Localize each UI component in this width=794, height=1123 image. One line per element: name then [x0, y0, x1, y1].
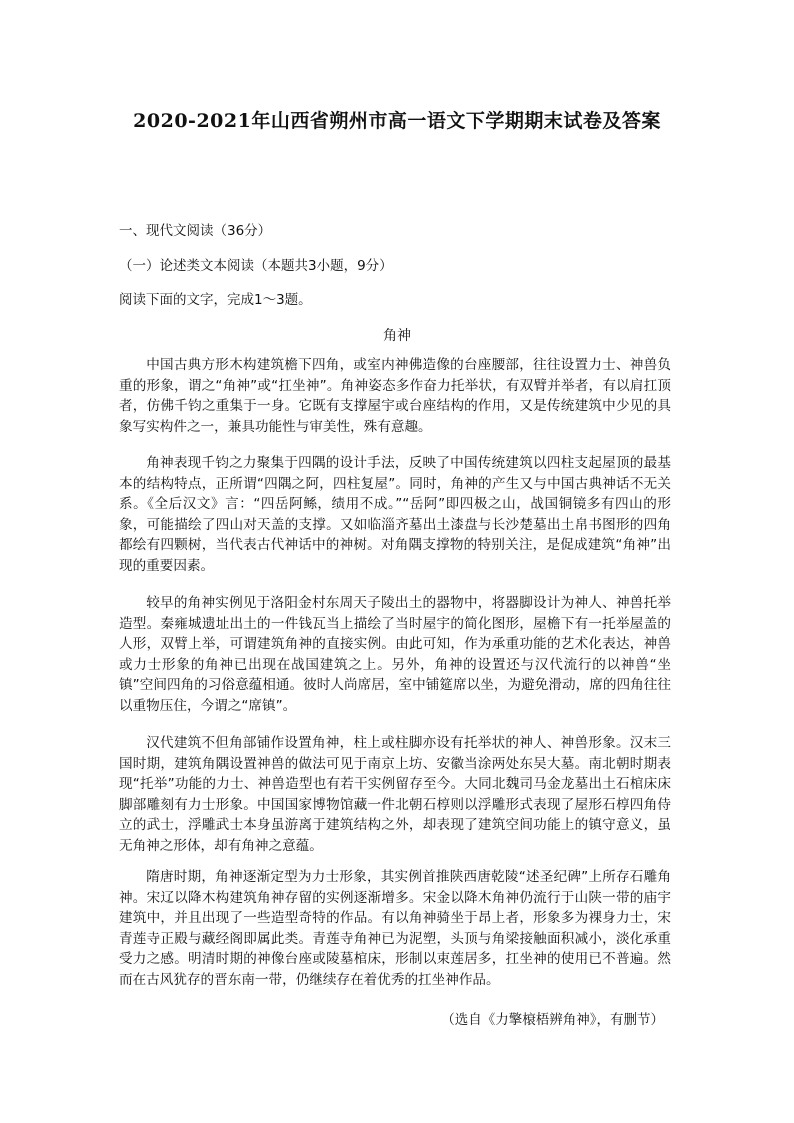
- reading-instruction: 阅读下面的文字，完成1～3题。: [119, 292, 312, 308]
- source-note: （选自《力擎榱梧辨角神》，有删节）: [441, 1012, 664, 1028]
- document-title: 2020-2021年山西省朔州市高一语文下学期期末试卷及答案: [133, 110, 661, 132]
- paragraph-4: 汉代建筑不但角部铺作设置角神，柱上或柱脚亦设有托举状的神人、神兽形象。汉末三国时期，建筑角隅设置神兽的做法可见于南京上坊、安徽当涂两处东吴大墓。南北朝时期表现“托举”功能的力士、神兽造型也有若干实例留存至今。大同北魏司马金龙墓出土石棺床床脚部雕刻有力士形象。中国国家博物馆藏一件北朝石椁则以浮雕形式表现了屋形石椁四角侍立的武士，浮雕武士本身虽游离于建筑结构之外，却表现了建筑空间功能上的镇守意义，虽无角神之形体，却有角神之意蕴。: [119, 735, 671, 854]
- paragraph-1: 中国古典方形木构建筑檐下四角，或室内神佛造像的台座腰部，往往设置力士、神兽负重的形象，谓之“角神”或“扛坐神”。角神姿态多作奋力托举状，有双臂并举者，有以肩扛顶者，仿佛千钧之重集于一身。它既有支撑屋宇或台座结构的作用，又是传统建筑中少见的具象写实构件之一，兼具功能性与审美性，殊有意趣。: [119, 357, 671, 435]
- subsection-heading: （一）论述类文本阅读（本题共3小题，9分）: [119, 258, 393, 274]
- paragraph-3: 较早的角神实例见于洛阳金村东周天子陵出土的器物中，将器脚设计为神人、神兽托举造型。秦雍城遗址出土的一件钱瓦当上描绘了当时屋宇的简化图形，屋檐下有一托举屋盖的人形，双臂上举，可谓建筑角神的直接实例。由此可知，作为承重功能的艺术化表达，神兽或力士形象的角神已出现在战国建筑之上。另外，角神的设置还与汉代流行的以神兽“坐镇”空间四角的习俗意蕴相通。彼时人尚席居，室中铺筵席以坐，为避免滑动，席的四角往往以重物压住，今谓之“席镇”。: [119, 595, 671, 714]
- article-title: 角神: [383, 328, 411, 344]
- paragraph-2: 角神表现千钧之力聚集于四隅的设计手法，反映了中国传统建筑以四柱支起屋顶的最基本的结构特点，正所谓“四隅之阿，四柱复屋”。同时，角神的产生又与中国古典神话不无关系。《全后汉文》言：“四岳阿鲧，绩用不成。”“岳阿”即四极之山，战国铜镜多有四山的形象，可能描绘了四山对天盖的支撑。又如临淄齐墓出土漆盘与长沙楚墓出土帛书图形的四角都绘有四颗树，当代表古代神话中的神树。对角隅支撑物的特别关注，是促成建筑“角神”出现的重要因素。: [119, 455, 671, 574]
- section-heading: 一、现代文阅读（36分）: [119, 223, 272, 239]
- paragraph-5: 隋唐时期，角神逐渐定型为力士形象，其实例首推陕西唐乾陵“述圣纪碑”上所存石雕角神。宋辽以降木构建筑角神存留的实例逐渐增多。宋金以降木角神仍流行于山陕一带的庙宇建筑中，并且出现了一些造型奇特的作品。有以角神骑坐于昂上者，形象多为裸身力士，宋青莲寺正殿与藏经阁即属此类。青莲寺角神已为泥塑，头顶与角梁接触面积减小，淡化承重受力之感。明清时期的神像台座或陵墓棺床，形制以束莲居多，扛坐神的使用已不普遍。然而在古风犹存的晋东南一带，仍继续存在着优秀的扛坐神作品。: [119, 869, 671, 988]
